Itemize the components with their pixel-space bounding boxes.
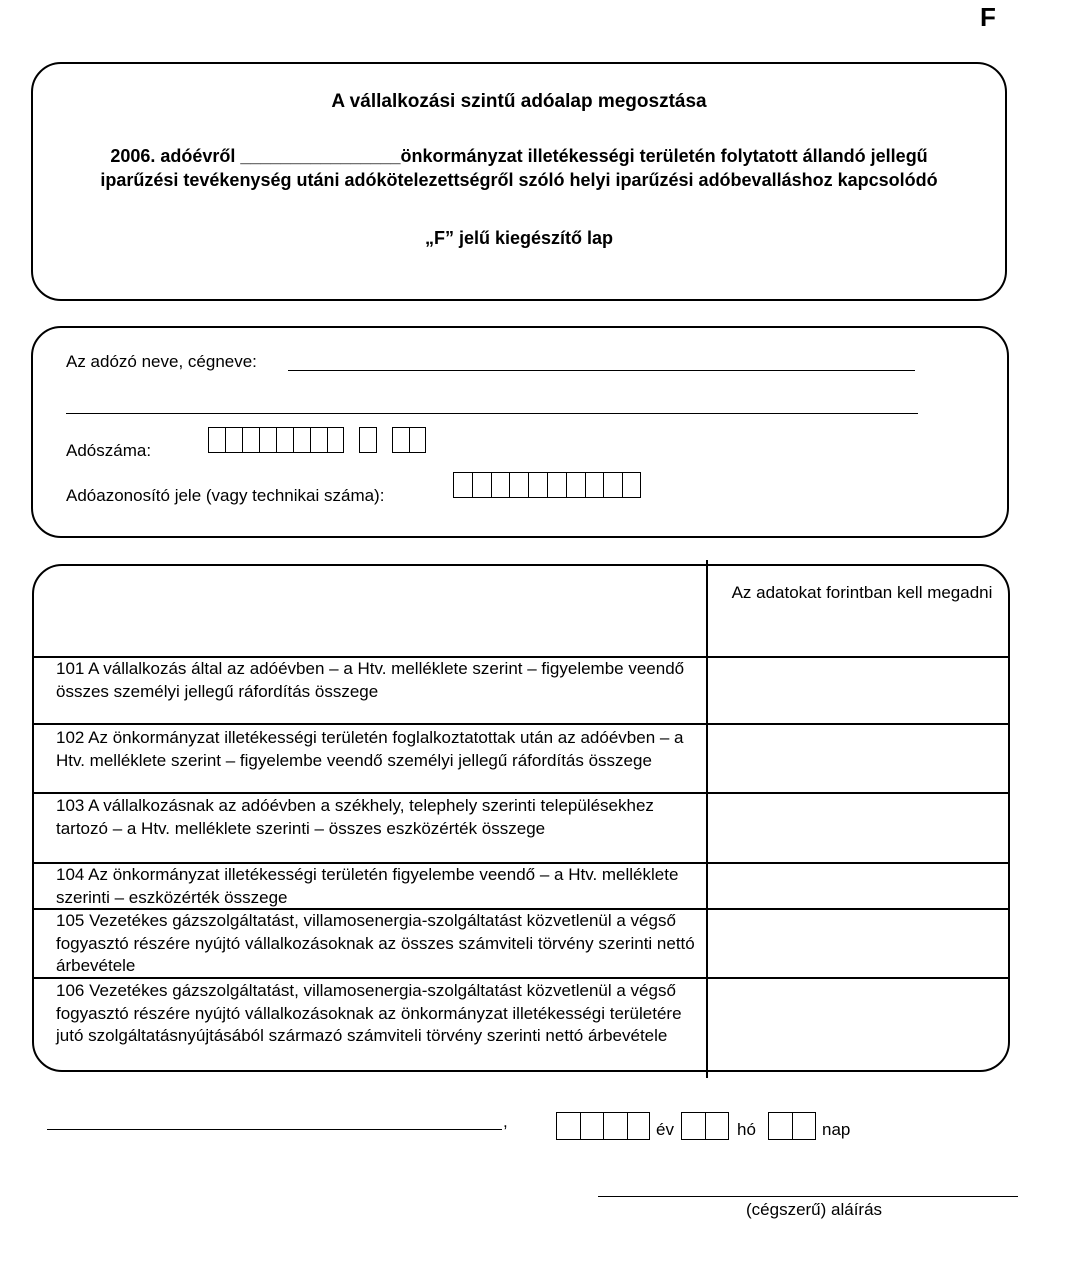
row-106-label: 106 Vezetékes gázszolgáltatást, villamosenergia-szolgáltatást közvetlenül a végső fogyasztó részére nyújtó vállalkozásoknak az önkormányzat illetékességi területére jutó szolgáltatásnyújtásából származó számviteli törvény szerinti nettó árbevétele (56, 981, 682, 1045)
tax-number-field-vat[interactable] (359, 427, 377, 453)
header-box (31, 62, 1007, 301)
row-101-label: 101 A vállalkozás által az adóévben – a Htv. melléklete szerint – figyelembe veendő összes személyi jellegű ráfordítás összege (56, 659, 685, 701)
name-label: Az adózó neve, cégneve: (66, 352, 257, 371)
day-label: nap (822, 1120, 851, 1139)
name-field-line-2[interactable] (66, 413, 918, 414)
form-subtitle: „F” jelű kiegészítő lap (424, 228, 614, 248)
year-label: év (656, 1120, 674, 1139)
day-field[interactable] (768, 1112, 816, 1140)
row-101-value[interactable] (708, 658, 1008, 722)
tax-number-field-main[interactable] (208, 427, 344, 453)
row-105-value[interactable] (708, 910, 1008, 976)
row-105-label: 105 Vezetékes gázszolgáltatást, villamosenergia-szolgáltatást közvetlenül a végső fogyasztó részére nyújtó vállalkozásoknak az összes számviteli törvény szerinti nettó árbevétele (56, 911, 695, 975)
tax-number-label: Adószáma: (66, 441, 152, 460)
signature-field[interactable] (598, 1196, 1018, 1197)
tax-number-field-county[interactable] (392, 427, 426, 453)
form-description: 2006. adóévről ________________önkormányzat illetékességi területén folytatott állandó jellegű iparűzési tevékenység utáni adókötelezettségről szóló helyi iparűzési adóbevalláshoz kapcsolódó (100, 146, 938, 190)
name-field[interactable] (288, 370, 915, 371)
column-header: Az adatokat forintban kell megadni (731, 583, 993, 602)
row-104-value[interactable] (708, 864, 1008, 907)
month-field[interactable] (681, 1112, 729, 1140)
signature-label: (cégszerű) aláírás (746, 1200, 883, 1219)
place-field[interactable] (47, 1129, 502, 1130)
row-103-label: 103 A vállalkozásnak az adóévben a székhely, telephely szerinti településekhez tartozó – a Htv. melléklete szerinti – összes eszközérték összege (56, 796, 654, 838)
row-103-value[interactable] (708, 794, 1008, 861)
place-comma: , (503, 1112, 508, 1131)
month-label: hó (737, 1120, 756, 1139)
row-106-value[interactable] (708, 979, 1008, 1069)
year-field[interactable] (556, 1112, 650, 1140)
row-102-value[interactable] (708, 725, 1008, 791)
row-104-label: 104 Az önkormányzat illetékességi területén figyelembe veendő – a Htv. melléklete szerinti – eszközérték összege (56, 865, 679, 907)
row-102-label: 102 Az önkormányzat illetékességi területén foglalkoztatottak után az adóévben – a Htv. melléklete szerint – figyelembe veendő személyi jellegű ráfordítás összege (56, 728, 684, 770)
tax-id-field[interactable] (453, 472, 641, 498)
form-letter: F (980, 2, 996, 32)
tax-id-label: Adóazonosító jele (vagy technikai száma): (66, 486, 385, 505)
form-title: A vállalkozási szintű adóalap megosztása (331, 91, 707, 112)
